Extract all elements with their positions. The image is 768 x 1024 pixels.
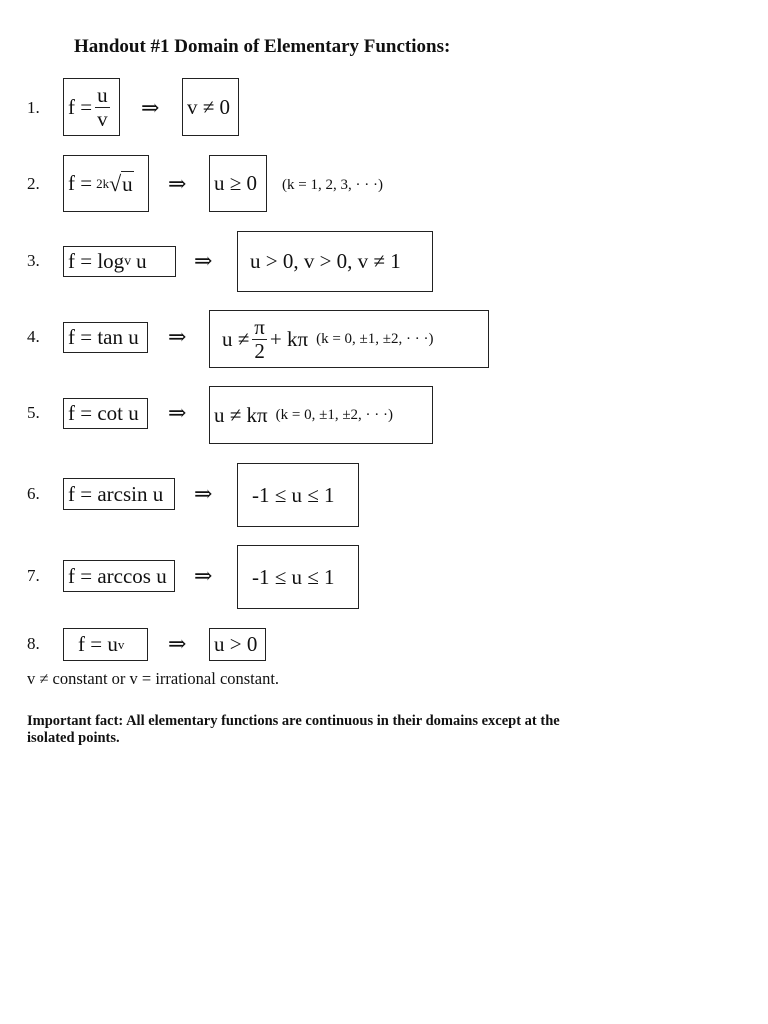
- item-number: 4.: [27, 327, 40, 346]
- function-box: f = tan u: [63, 322, 148, 353]
- domain-prefix: u ≠: [222, 326, 250, 351]
- function-box: f = cot u: [63, 398, 148, 429]
- domain-box: [209, 310, 489, 368]
- implies-arrow-icon: ⇒: [168, 171, 187, 196]
- radicand: u: [122, 171, 133, 196]
- fraction-numerator: u: [97, 82, 108, 107]
- item-number: 1.: [27, 98, 40, 117]
- exponent: v: [117, 636, 125, 652]
- function-box: f = arccos u: [63, 560, 175, 592]
- function-prefix: f = u: [78, 632, 118, 656]
- domain-box: u > 0: [209, 628, 266, 661]
- item-number: 8.: [27, 634, 40, 653]
- implies-arrow-icon: ⇒: [194, 481, 213, 506]
- footnote: v ≠ constant or v = irrational constant.: [27, 669, 280, 688]
- function-prefix: f =: [68, 94, 93, 119]
- item-number: 2.: [27, 174, 40, 193]
- domain-value: u ≠ kπ: [214, 402, 268, 427]
- fraction-denominator: v: [97, 106, 108, 131]
- function-box: [63, 628, 148, 661]
- domain-box: [209, 386, 433, 444]
- implies-arrow-icon: ⇒: [168, 400, 187, 425]
- function-prefix: f =: [68, 171, 93, 195]
- k-values-note: (k = 0, ±1, ±2, · · ·): [275, 406, 394, 423]
- k-values-note: (k = 1, 2, 3, · · ·): [282, 177, 383, 193]
- function-box: [63, 78, 120, 136]
- item-number: 6.: [27, 484, 40, 503]
- domain-suffix: + kπ: [269, 326, 309, 351]
- implies-arrow-icon: ⇒: [194, 563, 213, 588]
- implies-arrow-icon: ⇒: [168, 324, 187, 349]
- domain-box: u > 0, v > 0, v ≠ 1: [237, 231, 433, 292]
- item-number: 5.: [27, 403, 40, 422]
- domain-box: -1 ≤ u ≤ 1: [237, 463, 359, 527]
- implies-arrow-icon: ⇒: [194, 248, 213, 273]
- fraction: [252, 314, 267, 363]
- function-box: [63, 246, 176, 277]
- root-index: 2k: [96, 175, 110, 191]
- page-title: Handout #1 Domain of Elementary Functions:: [74, 36, 451, 57]
- domain-box: v ≠ 0: [182, 78, 239, 136]
- function-prefix: f = log: [68, 249, 125, 273]
- fraction-denominator: 2: [254, 338, 265, 363]
- item-number: 7.: [27, 566, 40, 585]
- function-box: [63, 155, 149, 212]
- radical-icon: √: [109, 170, 122, 196]
- fraction-numerator: π: [254, 314, 265, 339]
- item-number: 3.: [27, 251, 40, 270]
- implies-arrow-icon: ⇒: [141, 95, 160, 120]
- domain-box: -1 ≤ u ≤ 1: [237, 545, 359, 609]
- function-argument: u: [136, 249, 147, 273]
- fraction: [95, 82, 110, 131]
- k-values-note: (k = 0, ±1, ±2, · · ·): [316, 330, 434, 347]
- log-base: v: [124, 253, 132, 269]
- domain-box: u ≥ 0: [209, 155, 267, 212]
- implies-arrow-icon: ⇒: [168, 631, 187, 656]
- important-fact: Important fact: All elementary functions are continuous in their domains except at the isolated points.: [27, 713, 560, 747]
- function-box: f = arcsin u: [63, 478, 175, 510]
